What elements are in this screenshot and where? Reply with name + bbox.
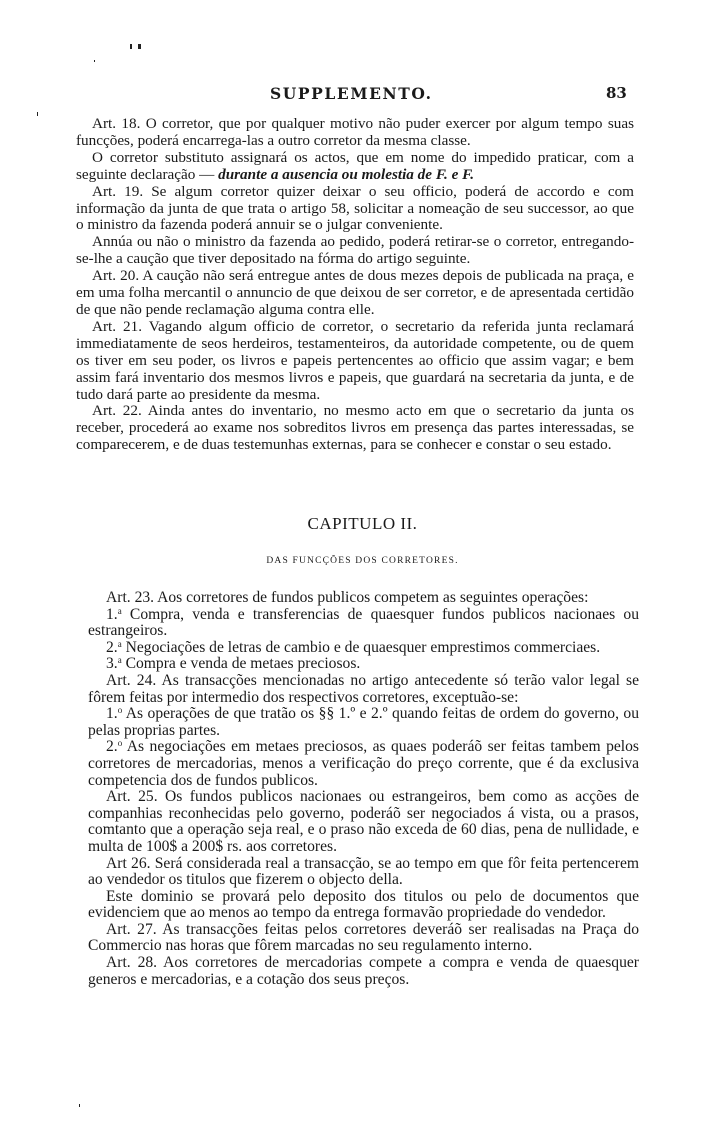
paragraph-art-22: Art. 22. Ainda antes do inventario, no mesmo acto em que o secretario da junta os receber, procederá ao exame nos sobreditos livros em presença das partes interessadas, se comparecerem, e de duas testemunhas externas, para se conhecer e constar o seu estado. — [76, 402, 634, 454]
paragraph-art-24-item-2: 2.$^o$ As negociações em metaes preciosos, as quaes poderáõ ser feitas tambem pelos corretores de mercadorias, menos a verificação do preço corrente, que é da exclusiva competencia dos de fundos publicos. — [88, 738, 639, 789]
upper-text-block — [76, 116, 634, 454]
scan-speck — [37, 112, 38, 116]
paragraph-art-20: Art. 20. A caução não será entregue antes de dous mezes depois de publicada na praça, e em uma folha mercantil o annuncio de que deixou de ser corretor, e de apresentada certidão de que não pende reclamação alguma contra elle. — [76, 267, 634, 318]
paragraph-art-18-declaration: O corretor substituto assignará os actos, que em nome do impedido praticar, com a seguinte declaração — durante a ausencia ou molestia de F. e F. — [76, 148, 634, 183]
paragraph-art-24: Art. 24. As transacções mencionadas no artigo antecedente só terão valor legal se fôrem feitas por intermedio dos respectivos corretores, exceptuão-se: — [88, 671, 639, 706]
chapter-title: CAPITULO II. — [307, 514, 418, 533]
paragraph-art-19-continued: Annúa ou não o ministro da fazenda ao pedido, poderá retirar-se o corretor, entregando-se-lhe a caução que tiver depositado na fórma do artigo seguinte. — [76, 233, 634, 268]
paragraph-art-23-item-1: 1.$^a$ Compra, venda e transferencias de quaesquer fundos publicos nacionaes ou estrangeiros. — [88, 605, 639, 640]
paragraph-art-27: Art. 27. As transacções feitas pelos corretores deveráõ ser realisadas na Praça do Commercio nas horas que fôrem marcadas no seu regulamento interno. — [88, 920, 639, 955]
chapter-subtitle: DAS FUNCÇÕES DOS CORRETORES. — [266, 556, 459, 566]
scan-speck — [94, 60, 95, 62]
paragraph-art-19: Art. 19. Se algum corretor quizer deixar o seu officio, poderá de accordo e com informação da junta de que trata o artigo 58, solicitar a nomeação de seu successor, ao que o ministro da fazenda poderá annuir se o julgar conveniente. — [76, 182, 634, 234]
paragraph-art-18: Art. 18. O corretor, que por qualquer motivo não puder exercer por algum tempo suas funcções, poderá encarrega-las a outro corretor da mesma classe. — [76, 115, 634, 149]
paragraph-art-26-continued: Este dominio se provará pelo deposito dos titulos ou pelo de documentos que evidenciem que ao menos ao tempo da entrega formavão propriedade do vendedor. — [88, 887, 639, 922]
lower-text-block — [88, 590, 639, 988]
scan-speck — [138, 44, 141, 49]
paragraph-art-23: Art. 23. Aos corretores de fundos publicos competem as seguintes operações: — [106, 589, 589, 606]
paragraph-art-25: Art. 25. Os fundos publicos nacionaes ou estrangeiros, bem como as acções de companhias reconhecidas pelo governo, poderáõ ser negociados á vista, ou a prasos, comtanto que a operação seja real, e o praso não exceda de 60 dias, pena de nullidade, e multa de 100$ a 200$ rs. aos corretores. — [88, 788, 639, 855]
italic-declaration: durante a ausencia ou molestia de F. e F. — [218, 165, 475, 183]
paragraph-art-24-item-1: 1.$^o$ As operações de que tratão os §§ 1.º e 2.º quando feitas de ordem do governo, ou pelas proprias partes. — [88, 705, 639, 739]
paragraph-art-23-item-2: 2.$^a$ Negociações de letras de cambio e de quaesquer emprestimos commerciaes. — [106, 638, 601, 656]
page-number: 83 — [606, 84, 627, 102]
running-title: SUPPLEMENTO. — [270, 84, 433, 103]
scan-speck — [130, 44, 132, 49]
paragraph-art-26: Art 26. Será considerada real a transacção, se ao tempo em que fôr feita pertencerem ao vendedor os titulos que fizerem o objecto della. — [88, 854, 639, 889]
paragraph-art-23-item-3: 3.$^a$ Compra e venda de metaes preciosos. — [106, 655, 361, 673]
scan-speck — [79, 1104, 80, 1107]
paragraph-art-28: Art. 28. Aos corretores de mercadorias compete a compra e venda de quaesquer generos e mercadorias, e a cotação dos seus preços. — [88, 954, 639, 988]
page-header — [0, 84, 725, 108]
paragraph-art-21: Art. 21. Vagando algum officio de corretor, o secretario da referida junta reclamará immediatamente de seos herdeiros, testamenteiros, da autoridade competente, ou de quem os tiver em seu poder, os livros e papeis pertencentes ao officio que assim vagar; e bem assim fará inventario dos mesmos livros e papeis, que guardará na secretaria da junta, e de tudo dará parte ao presidente da mesma. — [76, 317, 634, 403]
